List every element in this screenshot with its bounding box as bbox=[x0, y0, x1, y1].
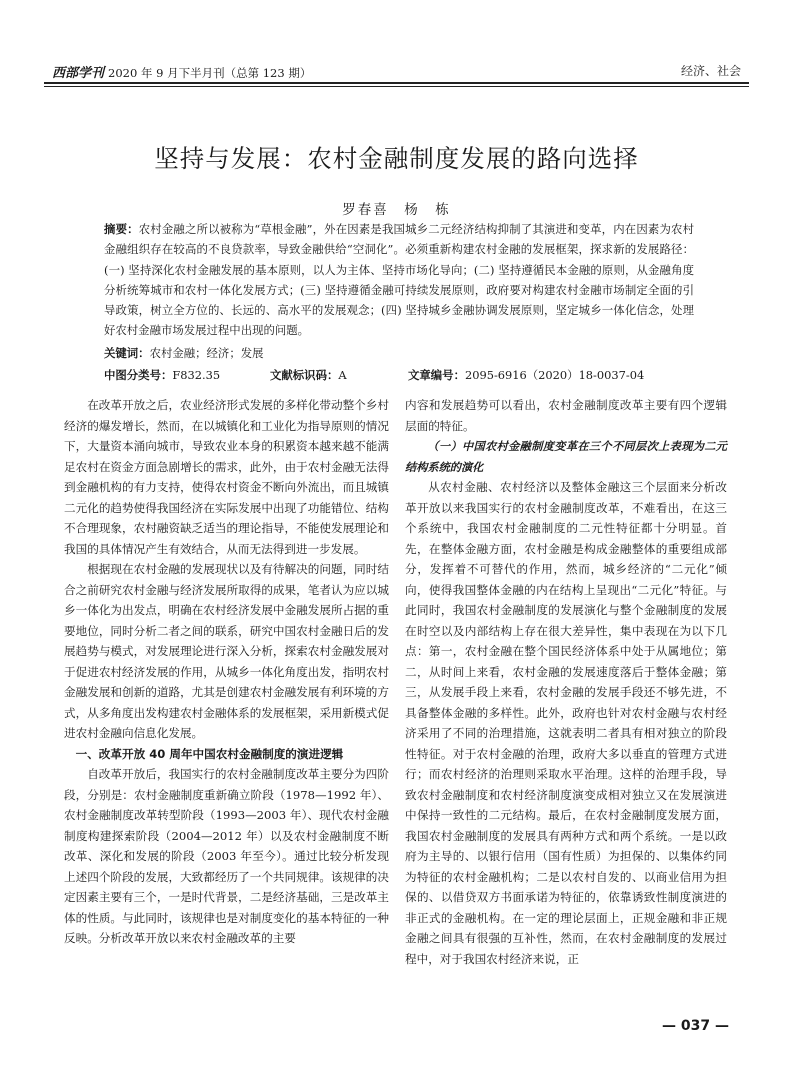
clc-number bbox=[104, 367, 220, 383]
body-column-left bbox=[64, 395, 389, 949]
clc-label: 中图分类号： bbox=[104, 368, 173, 382]
article-meta bbox=[104, 367, 744, 383]
article-title: 坚持与发展：农村金融制度发展的路向选择 bbox=[154, 144, 639, 173]
abstract-text: 农村金融之所以被称为“草根金融”，外在因素是我国城乡二元经济结构抑制了其演进和变革，内在因素为农村金融组织存在较高的不良贷款率，导致金融供给“空洞化”。必须重新构建农村金融的发展框架，探求新的发展路径：(一) 坚持深化农村金融发展的基本原则，以人为主体、坚持市场化导向；(二) 坚持遵循民本金融的原则，从金融角度分析统筹城市和农村一体化发展方式；(三) 坚持遵循金融可持续发展原则，政府要对构建农村金融市场制定全面的引导政策，树立全方位的、长远的、高水平的发展观念；(四) 坚持城乡金融协调发展原则，坚定城乡一体化信念，处理好农村金融市场发展过程中出现的问题。 bbox=[104, 222, 694, 338]
paragraph: 内容和发展趋势可以看出，农村金融制度改革主要有四个逻辑层面的特征。 bbox=[405, 398, 727, 433]
abstract bbox=[104, 219, 694, 341]
article-number-value: 2095-6916（2020）18-0037-04 bbox=[464, 368, 645, 382]
paragraph: 从农村金融、农村经济以及整体金融这三个层面来分析改革开放以来我国实行的农村金融制度改革，不难看出，在这三个系统中，我国农村金融制度的二元性特征都十分明显。首先，在整体金融方面，农村金融是构成金融整体的重要组成部分，发挥着不可替代的作用，然而，城乡经济的“二元化”倾向，使得我国整体金融的内在结构上呈现出“二元化”特征。与此同时，我国农村金融制度的发展演化与整个金融制度的发展在时空以及内部结构上存在很大差异性，集中表现在为以下几点：第一，农村金融在整个国民经济体系中处于从属地位；第二，从时间上来看，农村金融的发展速度落后于整体金融；第三，从发展手段上来看，农村金融的发展手段还不够先进，不具备整体金融的多样性。此外，政府也针对农村金融与农村经济采用了不同的治理措施，这就表明二者具有相对独立的阶段性特征。对于农村金融的治理，政府大多以垂直的管理方式进行；而农村经济的治理则采取水平治理。这样的治理手段，导致农村金融制度和农村经济制度演变成相对独立又在发展演进中保持一致性的二元结构。最后，在农村金融制度发展方面，我国农村金融制度的发展具有两种方式和两个系统。一是以政府为主导的、以银行信用（国有性质）为担保的、以集体约同为特征的农村金融机构；二是以农村自发的、以商业信用为担保的、以借贷双方书面承诺为特征的，依靠诱致性制度演进的非正式的金融机构。在一定的理论层面上，正规金融和非正规金融之间具有很强的互补性，然而，在农村金融制度的发展过程中，对于我国农村经济来说，正 bbox=[405, 480, 727, 966]
article-number bbox=[408, 367, 644, 383]
body-column-right bbox=[405, 395, 727, 969]
keywords-text: 农村金融；经济；发展 bbox=[149, 346, 264, 360]
section-label: 经济、社会 bbox=[680, 64, 741, 78]
abstract-label: 摘要： bbox=[104, 222, 139, 236]
header-left bbox=[52, 62, 311, 81]
header-rule-thin bbox=[44, 86, 749, 87]
subsection-heading: （一）中国农村金融制度变革在三个不同层次上表现为二元结构系统的演化 bbox=[405, 439, 727, 474]
paragraph: 在改革开放之后，农业经济形式发展的多样化带动整个乡村经济的爆发增长，然而，在以城镇化和工业化为指导原则的情况下，大量资本涌向城市，导致农业本身的积累资本越来越不能满足农村在资金方面急剧增长的需求，此外，由于农村金融无法得到金融机构的有力支持，使得农村资金不断向外流出，而且城镇二元化的趋势使得我国经济在实际发展中出现了功能错位、结构不合理现象，农村融资缺乏适当的理论指导，不能使发展理论和我国的具体情况产生有效结合，从而无法得到进一步发展。 bbox=[64, 398, 389, 556]
section-heading: 一、改革开放 40 周年中国农村金融制度的演进逻辑 bbox=[75, 746, 344, 761]
page-number: — 037 — bbox=[662, 1018, 729, 1034]
clc-value: F832.35 bbox=[172, 368, 221, 382]
doc-code-value: A bbox=[338, 368, 347, 382]
issue-info: 2020 年 9 月下半月刊（总第 123 期） bbox=[108, 66, 312, 80]
article-authors: 罗春喜 杨 栋 bbox=[342, 202, 451, 218]
paragraph: 自改革开放后，我国实行的农村金融制度改革主要分为四阶段，分别是：农村金融制度重新确立阶段（1978—1992 年）、农村金融制度改革转型阶段（1993—2003 年）、现代农村金融制度构建探索阶段（2004—2012 年）以及农村金融制度不断改革、深化和发展的阶段（2003 年至今）。通过比较分析发现上述四个阶段的发展，大致都经历了一个共同规律。该规律的决定因素主要有三个，一是时代背景，二是经济基础，三是改革主体的性质。与此同时，该规律也是对制度变化的基本特征的一种反映。分析改革开放以来农村金融改革的主要 bbox=[64, 767, 389, 945]
header-rule bbox=[44, 82, 749, 84]
keywords bbox=[104, 345, 264, 361]
doc-code-label: 文献标识码： bbox=[270, 368, 339, 382]
keywords-label: 关键词： bbox=[104, 346, 150, 360]
article-number-label: 文章编号： bbox=[408, 368, 465, 382]
doc-code bbox=[270, 367, 347, 383]
paragraph: 根据现在农村金融的发展现状以及有待解决的问题，同时结合之前研究农村金融与经济发展所取得的成果，笔者认为应以城乡一体化为出发点，明确在农村经济发展中金融发展所占据的重要地位，同时分析二者之间的联系，研究中国农村金融日后的发展趋势与模式，对发展理论进行深入分析，探索农村金融发展对于促进农村经济发展的作用，从城乡一体化角度出发，指明农村金融发展和创新的道路，尤其是创建农村金融发展有利环境的方式，从多角度出发构建农村金融体系的发展框架，采用新模式促进农村金融向信息化发展。 bbox=[64, 562, 389, 740]
journal-logo: 西部学刊 bbox=[52, 66, 105, 81]
running-header bbox=[52, 62, 741, 80]
